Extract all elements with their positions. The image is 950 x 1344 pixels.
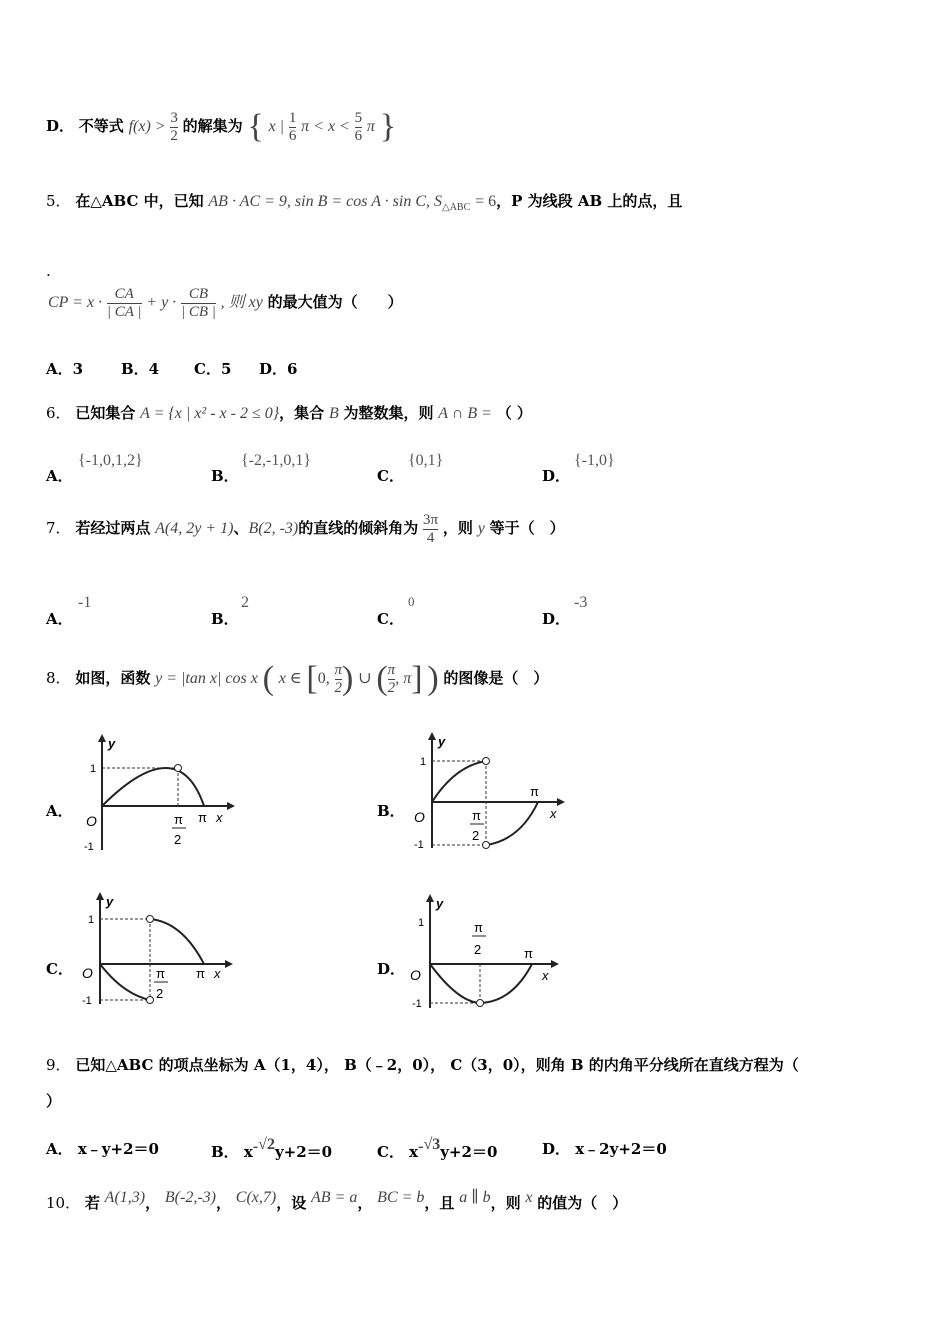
frac-num: 5 (354, 110, 363, 126)
q10-text-d: ，则 (490, 1194, 521, 1212)
q9-b-text: B． x (211, 1143, 253, 1161)
q9-c-root: √3 (423, 1136, 441, 1153)
q8-cup: ∪ (358, 670, 372, 687)
label-pi: π (196, 966, 205, 981)
label-y: y (106, 894, 114, 909)
q5-option-b[interactable]: B．4 (121, 360, 160, 378)
q8-option-b[interactable]: B． (377, 802, 405, 820)
label-y: y (436, 896, 444, 911)
q8-option-a[interactable]: A． (46, 802, 73, 820)
frac-num: 3 (170, 110, 178, 126)
q7-stem (46, 512, 565, 546)
label-y: y (438, 734, 446, 749)
frac-den: 2 (170, 127, 178, 144)
q10-text-a: 若 (84, 1194, 100, 1212)
q5-num: 5． (46, 192, 71, 210)
label-x: x (550, 806, 557, 821)
label-pi-num: π (156, 966, 165, 981)
q10-bc: BC = b (377, 1189, 425, 1206)
frac-den: | CB | (180, 303, 216, 320)
label-neg-one: -1 (84, 841, 94, 853)
q7-value-c: 0 (408, 594, 415, 609)
q6-inter: A ∩ B = (438, 405, 492, 422)
y-arrow (428, 732, 436, 740)
frac-num: π (334, 662, 343, 678)
label-pi: π (530, 784, 539, 799)
frac-den: 2 (387, 679, 396, 696)
q8-option-d[interactable]: D． (377, 960, 406, 978)
q4d-func: f(x) > (128, 118, 166, 135)
q7-option-c[interactable]: C． (377, 610, 404, 628)
x-arrow (225, 960, 233, 968)
q7-text-d: 等于（ ） (489, 519, 565, 537)
label-pi: π (198, 810, 207, 825)
q9-b-end: y+2＝0 (274, 1143, 333, 1161)
graph-a (80, 732, 250, 862)
q4d-label: D． (46, 117, 75, 135)
q6-value-d: {-1,0} (574, 452, 615, 469)
q7-text-a: 若经过两点 (75, 519, 151, 537)
q10-pa: A(1,3) (104, 1189, 146, 1206)
curve (102, 768, 204, 806)
q9-b-root: √2 (258, 1136, 275, 1153)
q6-text-a: 已知集合 (75, 404, 136, 422)
q7-text-b: 的直线的倾斜角为 (298, 519, 419, 537)
q10-pb: B(-2,-3) (164, 1189, 216, 1206)
q9-cont: ） (46, 1092, 62, 1110)
q4d-text-b: 的解集为 (182, 117, 243, 135)
q7-angle (423, 512, 438, 546)
label-one: 1 (420, 756, 427, 768)
q6-stem (46, 402, 532, 423)
q7-value-a: -1 (78, 594, 92, 611)
frac-den: 4 (423, 529, 438, 547)
q5-option-a[interactable]: A．3 (46, 360, 84, 378)
q5-plus-y: + y · (146, 294, 177, 311)
q5-cp-lhs: CP = x · (48, 294, 103, 311)
q6-value-b: {-2,-1,0,1} (241, 452, 312, 469)
label-x: x (542, 968, 549, 983)
q8-option-c[interactable]: C． (46, 960, 73, 978)
x-arrow (227, 802, 235, 810)
q6-value-c: {0,1} (408, 452, 444, 469)
label-o: O (82, 965, 93, 981)
q9-c-sup: - (418, 1138, 424, 1155)
graph-b (410, 730, 580, 860)
open-point-bottom (147, 997, 154, 1004)
q8-stem (46, 660, 548, 698)
open-point-top (483, 758, 490, 765)
q10-comma-2: ， (216, 1194, 232, 1212)
q7-sep: 、 (233, 519, 249, 537)
q5-stem (46, 190, 682, 213)
label-one: 1 (418, 917, 425, 929)
label-two: 2 (156, 986, 164, 1001)
graph-c (78, 890, 248, 1015)
q7-option-d[interactable]: D． (542, 610, 571, 628)
q9-c-end: y+2＝0 (440, 1143, 498, 1161)
q9-b-sup: - (252, 1138, 259, 1155)
q8-frac-1 (335, 662, 343, 696)
q9-text: 已知△ABC 的项点坐标为 A（1，4）， B（﹣2，0）， C（3，0），则角 B 的内角平分线所在直线方程为（ (75, 1056, 799, 1074)
q8-num: 8． (46, 669, 71, 687)
label-o: O (86, 813, 97, 829)
q5-text-b: ，P 为线段 AB 上的点，且 (496, 192, 683, 210)
q6-set-a: A = {x | x² - x - 2 ≤ 0} (140, 405, 280, 422)
q8-dom-r: , π (395, 670, 412, 687)
q10-stem (46, 1189, 628, 1213)
graph-d (408, 892, 578, 1017)
q7-num: 7． (46, 519, 71, 537)
q5-ca-frac (107, 286, 142, 320)
label-x: x (216, 810, 223, 825)
q5-text-c: 的最大值为（ ） (267, 293, 403, 311)
q6-num: 6． (46, 404, 71, 422)
label-pi-num: π (174, 812, 183, 827)
q8-text-a: 如图，函数 (75, 669, 151, 687)
label-one: 1 (88, 914, 95, 926)
q7-value-b: 2 (241, 594, 249, 611)
q9-num: 9． (46, 1056, 71, 1074)
q6-option-a[interactable]: A． (46, 467, 73, 485)
frac-num: 3π (423, 512, 439, 528)
label-two: 2 (474, 942, 482, 957)
q10-comma-3: ， (357, 1194, 373, 1212)
q6-option-d[interactable]: D． (542, 467, 571, 485)
paren-left: ( (262, 660, 274, 697)
q9-option-b[interactable] (211, 1138, 332, 1162)
frac-num: π (387, 662, 396, 678)
q10-num: 10． (46, 1194, 81, 1212)
curve-left (432, 761, 486, 802)
q5-formula-end: = 6 (475, 193, 497, 210)
bracket-right: ] (411, 660, 423, 697)
label-pi-num: π (474, 920, 483, 935)
frac-den: | CA | (106, 303, 142, 320)
q7-value-d: -3 (574, 594, 588, 611)
q5-cp-line (48, 286, 403, 320)
q7-option-b[interactable]: B． (211, 610, 239, 628)
q4d-frac (170, 110, 178, 144)
bracket-left: [ (306, 660, 318, 697)
q4-option-d (46, 108, 396, 146)
q5-then: , 则 xy (220, 294, 263, 311)
x-arrow (557, 798, 565, 806)
frac-num: CB (188, 286, 209, 302)
q5-option-c[interactable]: C．5 (194, 360, 232, 378)
q6-option-c[interactable]: C． (377, 467, 404, 485)
label-two: 2 (174, 832, 182, 847)
curve (430, 964, 532, 1003)
q5-formula: AB · AC = 9, sin B = cos A · sin C, S (208, 193, 443, 210)
q6-text-c: 为整数集，则 (343, 404, 434, 422)
q8-func: y = |tan x| cos x (155, 670, 258, 687)
q5-cb-frac (181, 286, 216, 320)
curve-left (100, 964, 150, 1000)
q5-sub: △ABC (442, 202, 471, 213)
open-point (175, 765, 182, 772)
q9-option-d[interactable]: D． x﹣2y+2＝0 (542, 1140, 667, 1158)
q4d-frac1 (289, 110, 297, 144)
label-pi-num: π (472, 808, 481, 823)
frac-num: CA (114, 286, 134, 302)
label-o: O (414, 809, 425, 825)
q10-ab: AB = a (311, 1189, 358, 1206)
frac-den: 6 (288, 127, 297, 144)
q7-point-a: A(4, 2y + 1) (155, 520, 234, 537)
q8-text-b: 的图像是（ ） (443, 669, 549, 687)
q4d-set-mid: π < x < (301, 118, 350, 135)
label-o: O (410, 967, 421, 983)
label-pi: π (524, 946, 533, 961)
frac-den: 2 (334, 679, 343, 696)
paren-open-2: ( (376, 660, 388, 697)
q10-pc: C(x,7) (235, 1189, 277, 1206)
q7-point-b: B(2, -3) (248, 520, 299, 537)
q8-domain-a: x ∈ (278, 670, 302, 687)
q5-dot: . (46, 262, 51, 280)
q6-option-b[interactable]: B． (211, 467, 239, 485)
paren-close-1: ) (342, 660, 354, 697)
q10-text-e: 的值为（ ） (537, 1194, 628, 1212)
label-two: 2 (472, 828, 480, 843)
label-neg-one: -1 (414, 839, 424, 851)
curve-right (486, 802, 538, 845)
y-arrow (96, 892, 104, 900)
q10-var: x (525, 1189, 533, 1206)
q6-set-b: B (328, 405, 339, 422)
q4d-set-end: π (366, 118, 375, 135)
x-arrow (551, 960, 559, 968)
q9-option-a[interactable]: A． x﹣y+2＝0 (46, 1140, 159, 1158)
paren-right: ) (427, 660, 439, 697)
label-neg-one: -1 (412, 998, 422, 1010)
q8-dom-l: 0, (317, 670, 330, 687)
q6-value-a: {-1,0,1,2} (78, 452, 143, 469)
open-point-top (147, 916, 154, 923)
curve-right (150, 919, 204, 964)
q9-c-text: C． x (377, 1143, 419, 1161)
q9-stem (46, 1054, 799, 1075)
q7-text-c: ，则 (442, 519, 473, 537)
q6-text-b: ，集合 (279, 404, 325, 422)
q4d-frac2 (355, 110, 363, 144)
q7-option-a[interactable]: A． (46, 610, 73, 628)
q7-var: y (477, 520, 485, 537)
brace-left: { (247, 108, 264, 145)
label-x: x (214, 966, 221, 981)
q10-comma-1: ， (145, 1194, 161, 1212)
y-arrow (98, 734, 106, 742)
label-one: 1 (90, 763, 97, 775)
frac-den: 6 (354, 127, 363, 144)
label-y: y (108, 736, 116, 751)
frac-num: 1 (288, 110, 297, 126)
open-point-bottom (483, 842, 490, 849)
q10-text-b: ，设 (276, 1194, 307, 1212)
q10-par: a ∥ b (459, 1189, 491, 1206)
q5-text-a: 在△ABC 中，已知 (75, 192, 204, 210)
q4d-text-a: 不等式 (78, 117, 124, 135)
q4d-set-x: x | (268, 118, 285, 135)
q10-text-c: ，且 (424, 1194, 455, 1212)
brace-right: } (379, 108, 397, 145)
q6-text-d: （ ） (496, 404, 532, 422)
q9-option-c[interactable] (377, 1138, 497, 1162)
y-arrow (426, 894, 434, 902)
q5-option-d[interactable]: D．6 (259, 360, 298, 378)
label-neg-one: -1 (82, 995, 92, 1007)
open-point (477, 1000, 484, 1007)
